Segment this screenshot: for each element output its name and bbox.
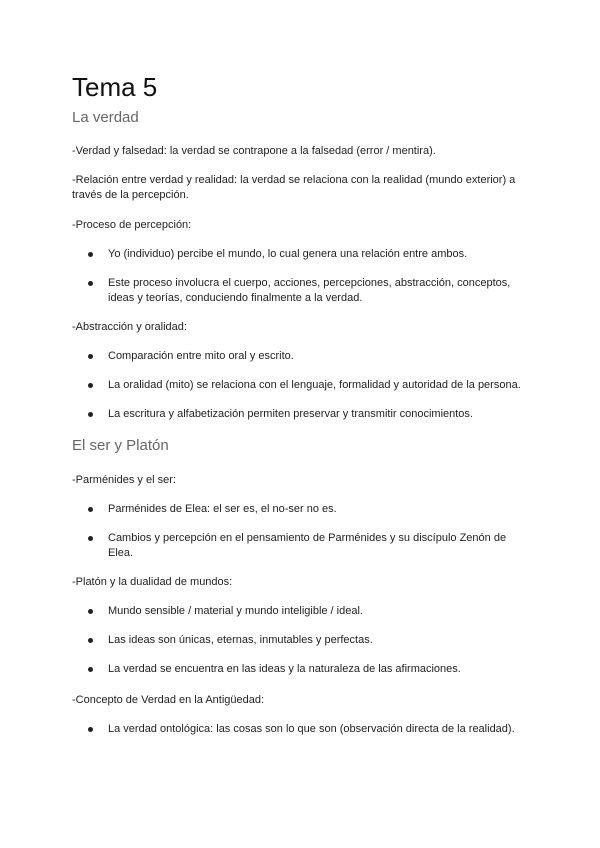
bullet-dot-icon xyxy=(88,609,93,614)
paragraph-proceso-percepcion: -Proceso de percepción: xyxy=(72,219,192,231)
list-item: Mundo sensible / material y mundo inteligible / ideal. xyxy=(88,604,568,619)
paragraph-verdad-realidad-line1: -Relación entre verdad y realidad: la verdad se relaciona con la realidad (mundo exterior) a xyxy=(72,174,516,186)
list-item: Comparación entre mito oral y escrito. xyxy=(88,349,568,364)
list-item: Cambios y percepción en el pensamiento de Parménides y su discípulo Zenón de Elea. xyxy=(88,531,568,561)
section-heading-el-ser-y-platon: El ser y Platón xyxy=(72,437,169,454)
bullet-dot-icon xyxy=(88,383,93,388)
paragraph-verdad-realidad-line2: través de la percepción. xyxy=(72,189,189,201)
list-item: La oralidad (mito) se relaciona con el lenguaje, formalidad y autoridad de la persona. xyxy=(88,378,568,393)
section-heading-la-verdad: La verdad xyxy=(72,109,139,126)
bullet-dot-icon xyxy=(88,281,93,286)
list-item: La verdad se encuentra en las ideas y la naturaleza de las afirmaciones. xyxy=(88,662,568,677)
bullet-dot-icon xyxy=(88,727,93,732)
paragraph-abstraccion-oralidad: -Abstracción y oralidad: xyxy=(72,321,187,333)
paragraph-verdad-falsedad: -Verdad y falsedad: la verdad se contrapone a la falsedad (error / mentira). xyxy=(72,145,436,157)
bullet-dot-icon xyxy=(88,412,93,417)
bullet-dot-icon xyxy=(88,507,93,512)
bullet-dot-icon xyxy=(88,638,93,643)
list-item: Este proceso involucra el cuerpo, acciones, percepciones, abstracción, conceptos, ideas y teorías, conduciendo finalmente a la verdad. xyxy=(88,276,568,306)
page-title: Tema 5 xyxy=(72,72,158,102)
paragraph-platon-dualidad: -Platón y la dualidad de mundos: xyxy=(72,576,233,588)
bullet-dot-icon xyxy=(88,252,93,257)
paragraph-verdad-antiguedad: -Concepto de Verdad en la Antigüedad: xyxy=(72,694,265,706)
bullet-dot-icon xyxy=(88,667,93,672)
bullet-dot-icon xyxy=(88,354,93,359)
list-item: La verdad ontológica: las cosas son lo que son (observación directa de la realidad). xyxy=(88,722,568,737)
list-item: Parménides de Elea: el ser es, el no-ser no es. xyxy=(88,502,568,517)
bullet-dot-icon xyxy=(88,536,93,541)
list-item: Yo (individuo) percibe el mundo, lo cual genera una relación entre ambos. xyxy=(88,247,568,262)
list-item: Las ideas son únicas, eternas, inmutables y perfectas. xyxy=(88,633,568,648)
list-item: La escritura y alfabetización permiten preservar y transmitir conocimientos. xyxy=(88,407,568,422)
paragraph-parmenides: -Parménides y el ser: xyxy=(72,474,176,486)
